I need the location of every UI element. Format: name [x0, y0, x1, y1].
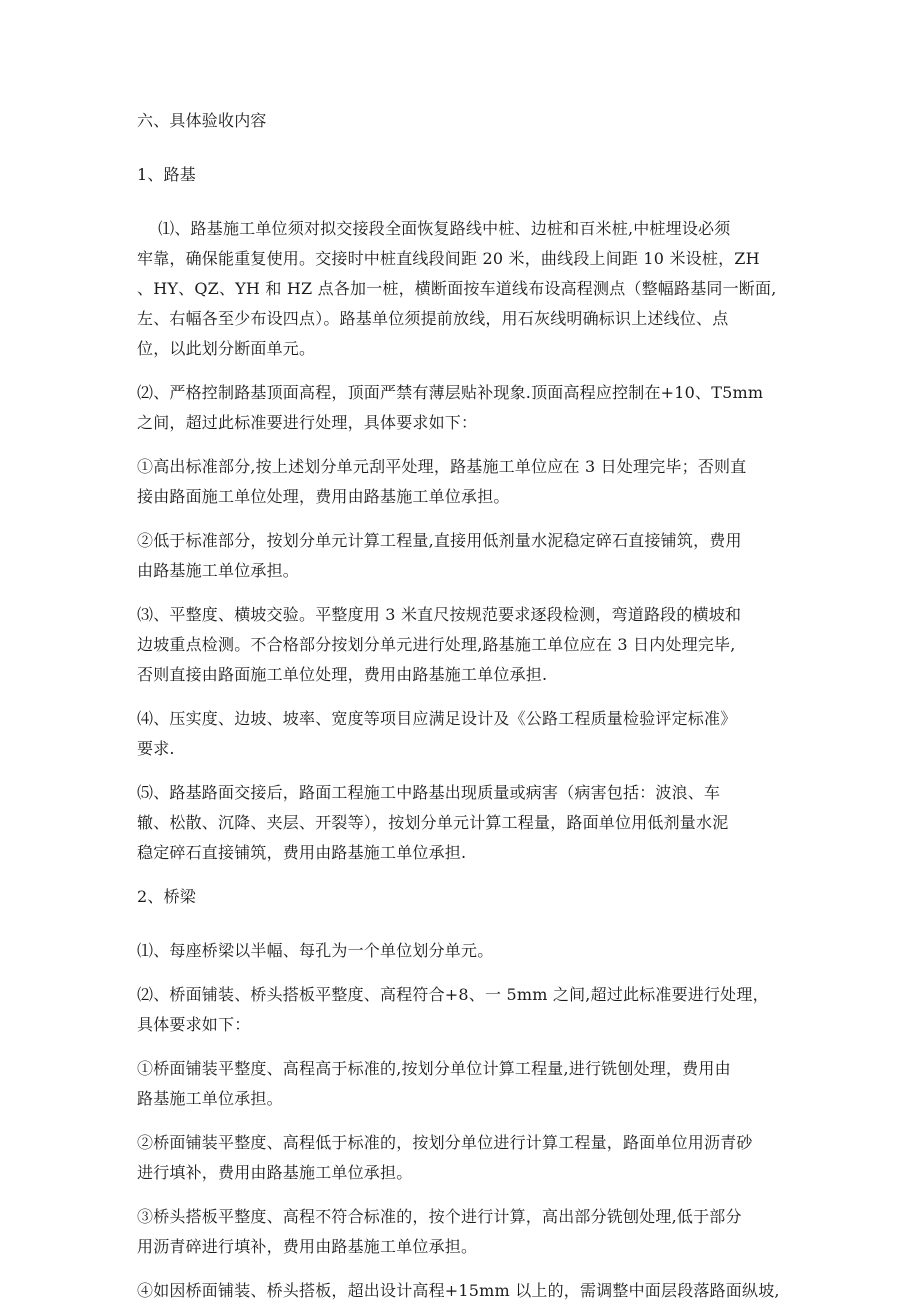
text-line: ⑷、压实度、边坡、坡率、宽度等项目应满足设计及《公路工程质量检验评定标准》: [137, 709, 737, 728]
text-line: 、HY、QZ、YH 和 HZ 点各加一桩，横断面按车道线布设高程测点（整幅路基同一断面,: [137, 279, 777, 298]
bridge-paragraph-3: [137, 1054, 781, 1114]
text-line: ①高出标准部分,按上述划分单元刮平处理，路基施工单位应在 3 日处理完毕；否则直: [137, 457, 747, 476]
text-line: ②低于标准部分，按划分单元计算工程量,直接用低剂量水泥稳定碎石直接铺筑，费用: [137, 531, 742, 550]
text-line: 由路基施工单位承担。: [137, 561, 300, 580]
text-line: 边坡重点检测。不合格部分按划分单元进行处理,路基施工单位应在 3 日内处理完毕,: [137, 635, 736, 654]
section-title: 六、具体验收内容: [137, 111, 267, 130]
text-line: 路基施工单位承担。: [137, 1089, 283, 1108]
text-line: 之间，超过此标准要进行处理，具体要求如下：: [137, 413, 478, 432]
text-line: ①桥面铺装平整度、高程高于标准的,按划分单位计算工程量,进行铣刨处理，费用由: [137, 1059, 731, 1078]
text-line: 具体要求如下：: [137, 1015, 251, 1034]
bridge-paragraph-1: [137, 936, 781, 966]
text-line: ⑴、路基施工单位须对拟交接段全面恢复路线中桩、边桩和百米桩,中桩埋设必须: [137, 219, 731, 238]
text-line: ⑵、严格控制路基顶面高程，顶面严禁有薄层贴补现象.顶面高程应控制在+10、T5mm: [137, 383, 764, 402]
text-line: 进行填补，费用由路基施工单位承担。: [137, 1163, 413, 1182]
text-line: ⑵、桥面铺装、桥头搭板平整度、高程符合+8、一 5mm 之间,超过此标准要进行处理，: [137, 985, 769, 1004]
text-line: 稳定碎石直接铺筑，费用由路基施工单位承担.: [137, 843, 467, 862]
roadbed-paragraph-3: [137, 452, 781, 512]
roadbed-paragraph-6: [137, 704, 781, 764]
bridge-paragraph-2: [137, 980, 781, 1040]
roadbed-heading: 1、路基: [137, 165, 196, 184]
text-line: 牢靠，确保能重复使用。交接时中桩直线段间距 20 米，曲线段上间距 10 米设桩，ZH: [137, 249, 760, 268]
text-line: ⑶、平整度、横坡交验。平整度用 3 米直尺按规范要求逐段检测，弯道路段的横坡和: [137, 605, 742, 624]
text-line: 辙、松散、沉降、夹层、开裂等），按划分单元计算工程量，路面单位用低剂量水泥: [137, 813, 729, 832]
document-page: [137, 106, 781, 1306]
bridge-paragraph-5: [137, 1202, 781, 1262]
text-line: 要求.: [137, 739, 175, 758]
text-line: 用沥青碎进行填补，费用由路基施工单位承担。: [137, 1237, 478, 1256]
text-line: ④如因桥面铺装、桥头搭板，超出设计高程+15mm 以上的，需调整中面层段落路面纵坡,: [137, 1281, 780, 1300]
text-line: ⑴、每座桥梁以半幅、每孔为一个单位划分单元。: [137, 941, 494, 960]
roadbed-paragraph-1: [137, 214, 781, 364]
roadbed-paragraph-2: [137, 378, 781, 438]
text-line: 否则直接由路面施工单位处理，费用由路基施工单位承担.: [137, 665, 548, 684]
roadbed-paragraph-7: [137, 778, 781, 868]
bridge-paragraph-4: [137, 1128, 781, 1188]
text-line: 位，以此划分断面单元。: [137, 339, 316, 358]
text-line: 接由路面施工单位处理，费用由路基施工单位承担。: [137, 487, 510, 506]
text-line: ③桥头搭板平整度、高程不符合标准的，按个进行计算，高出部分铣刨处理,低于部分: [137, 1207, 742, 1226]
text-line: ⑸、路基路面交接后，路面工程施工中路基出现质量或病害（病害包括：波浪、车: [137, 783, 721, 802]
bridge-heading: 2、桥梁: [137, 887, 196, 906]
text-line: 左、右幅各至少布设四点）。路基单位须提前放线，用石灰线明确标识上述线位、点: [137, 309, 729, 328]
bridge-paragraph-6: [137, 1276, 781, 1306]
roadbed-paragraph-4: [137, 526, 781, 586]
roadbed-paragraph-5: [137, 600, 781, 690]
text-line: ②桥面铺装平整度、高程低于标准的，按划分单位进行计算工程量，路面单位用沥青砂: [137, 1133, 753, 1152]
